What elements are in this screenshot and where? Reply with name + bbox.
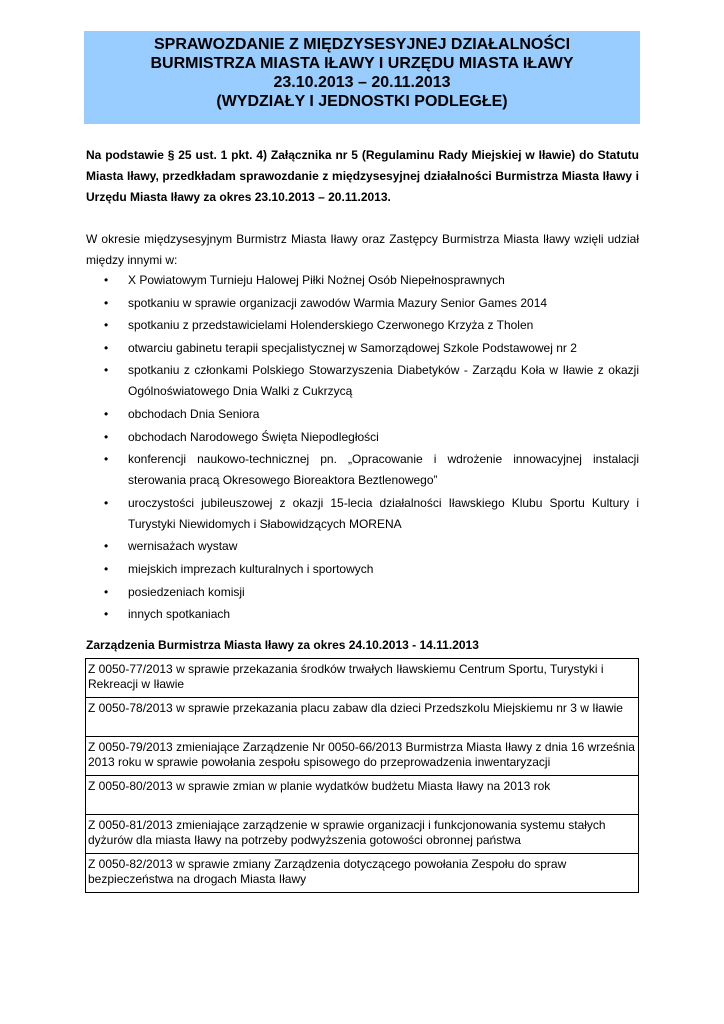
table-row [86, 854, 639, 893]
event-text: konferencji naukowo-technicznej pn. „Opracowanie i wdrożenie innowacyjnej instalacji sterowania pracą Okresowego Bioreaktora Beztlenowego” [128, 452, 639, 488]
bullet-icon: • [104, 495, 109, 510]
order-cell: Z 0050-82/2013 w sprawie zmiany Zarządzenia dotyczącego powołania Zespołu do spraw bezpieczeństwa na drogach Miasta Iławy [86, 854, 639, 893]
intro-paragraph: Na podstawie § 25 ust. 1 pkt. 4) Załącznika nr 5 (Regulaminu Rady Miejskiej w Iławie) do Statutu Miasta Iławy, przedkładam sprawozdanie z międzysesyjnej działalności Burmistrza Miasta Iławy i Urzędu Miasta Iławy za okres 23.10.2013 – 20.11.2013. [86, 148, 639, 204]
title-line-4: (WYDZIAŁY I JEDNOSTKI PODLEGŁE) [216, 93, 508, 110]
bullet-icon: • [104, 561, 109, 576]
list-item [86, 315, 639, 336]
events-list [86, 270, 639, 627]
list-item [86, 270, 639, 291]
bullet-icon: • [104, 318, 109, 333]
list-item [86, 293, 639, 314]
list-item [86, 604, 639, 625]
event-text: X Powiatowym Turnieju Halowej Piłki Nożnej Osób Niepełnosprawnych [128, 273, 505, 287]
title-line-3: 23.10.2013 – 20.11.2013 [273, 74, 451, 91]
event-text: uroczystości jubileuszowej z okazji 15-lecia działalności Iławskiego Klubu Sportu Kultury i Turystyki Niewidomych i Słabowidzących MORENA [128, 495, 639, 531]
order-cell: Z 0050-78/2013 w sprawie przekazania placu zabaw dla dzieci Przedszkolu Miejskiemu nr 3 w Iławie [86, 698, 639, 737]
title-line-2: BURMISTRZA MIASTA IŁAWY I URZĘDU MIASTA IŁAWY [150, 55, 574, 72]
bullet-icon: • [104, 539, 109, 554]
list-item [86, 404, 639, 425]
list-item [86, 427, 639, 448]
event-text: posiedzeniach komisji [128, 584, 245, 599]
event-text: obchodach Dnia Seniora [128, 406, 260, 421]
order-cell: Z 0050-77/2013 w sprawie przekazania środków trwałych Iławskiemu Centrum Sportu, Turystyki i Rekreacji w Iławie [86, 659, 639, 698]
list-item [86, 582, 639, 603]
list-item [86, 338, 639, 359]
orders-heading: Zarządzenia Burmistrza Miasta Iławy za okres 24.10.2013 - 14.11.2013 [86, 638, 479, 652]
table-row [86, 815, 639, 854]
bullet-icon: • [104, 273, 109, 287]
list-item [86, 360, 639, 402]
bullet-icon: • [104, 340, 109, 355]
list-item [86, 493, 639, 535]
order-cell: Z 0050-80/2013 w sprawie zmian w planie wydatków budżetu Miasta Iławy na 2013 rok [86, 776, 639, 815]
event-text: innych spotkaniach [128, 607, 231, 622]
list-item [86, 536, 639, 557]
table-row [86, 776, 639, 815]
bullet-icon: • [104, 363, 109, 378]
event-text: spotkaniu z członkami Polskiego Stowarzyszenia Diabetyków - Zarządu Koła w Iławie z okazji Ogólnoświatowego Dnia Walki z Cukrzycą [128, 363, 639, 399]
bullet-icon: • [104, 429, 109, 444]
table-row [86, 659, 639, 698]
events-intro-paragraph: W okresie międzysesyjnym Burmistrz Miasta Iławy oraz Zastępcy Burmistrza Miasta Iławy wzięli udział między innymi w: [86, 232, 639, 267]
table-row [86, 698, 639, 737]
orders-table [85, 658, 639, 893]
bullet-icon: • [104, 406, 109, 421]
event-text: otwarciu gabinetu terapii specjalistycznej w Samorządowej Szkole Podstawowej nr 2 [128, 340, 577, 355]
bullet-icon: • [104, 452, 109, 467]
event-text: spotkaniu z przedstawicielami Holenderskiego Czerwonego Krzyża z Tholen [128, 318, 534, 333]
report-title [84, 31, 640, 124]
event-text: miejskich imprezach kulturalnych i sportowych [128, 561, 374, 576]
bullet-icon: • [104, 584, 109, 599]
list-item [86, 559, 639, 580]
event-text: spotkaniu w sprawie organizacji zawodów Warmia Mazury Senior Games 2014 [128, 295, 548, 310]
bullet-icon: • [104, 607, 109, 622]
table-row [86, 737, 639, 776]
title-line-1: SPRAWOZDANIE Z MIĘDZYSESYJNEJ DZIAŁALNOŚCI [153, 36, 571, 53]
event-text: wernisażach wystaw [128, 539, 238, 554]
list-item [86, 449, 639, 491]
order-cell: Z 0050-81/2013 zmieniające zarządzenie w sprawie organizacji i funkcjonowania systemu stałych dyżurów dla miasta Iławy na potrzeby podwyższenia gotowości obronnej państwa [86, 815, 639, 854]
bullet-icon: • [104, 295, 109, 310]
order-cell: Z 0050-79/2013 zmieniające Zarządzenie Nr 0050-66/2013 Burmistrza Miasta Iławy z dnia 16 września 2013 roku w sprawie powołania zespołu spisowego do przeprowadzenia inwentaryzacji [86, 737, 639, 776]
event-text: obchodach Narodowego Święta Niepodległości [128, 429, 379, 444]
